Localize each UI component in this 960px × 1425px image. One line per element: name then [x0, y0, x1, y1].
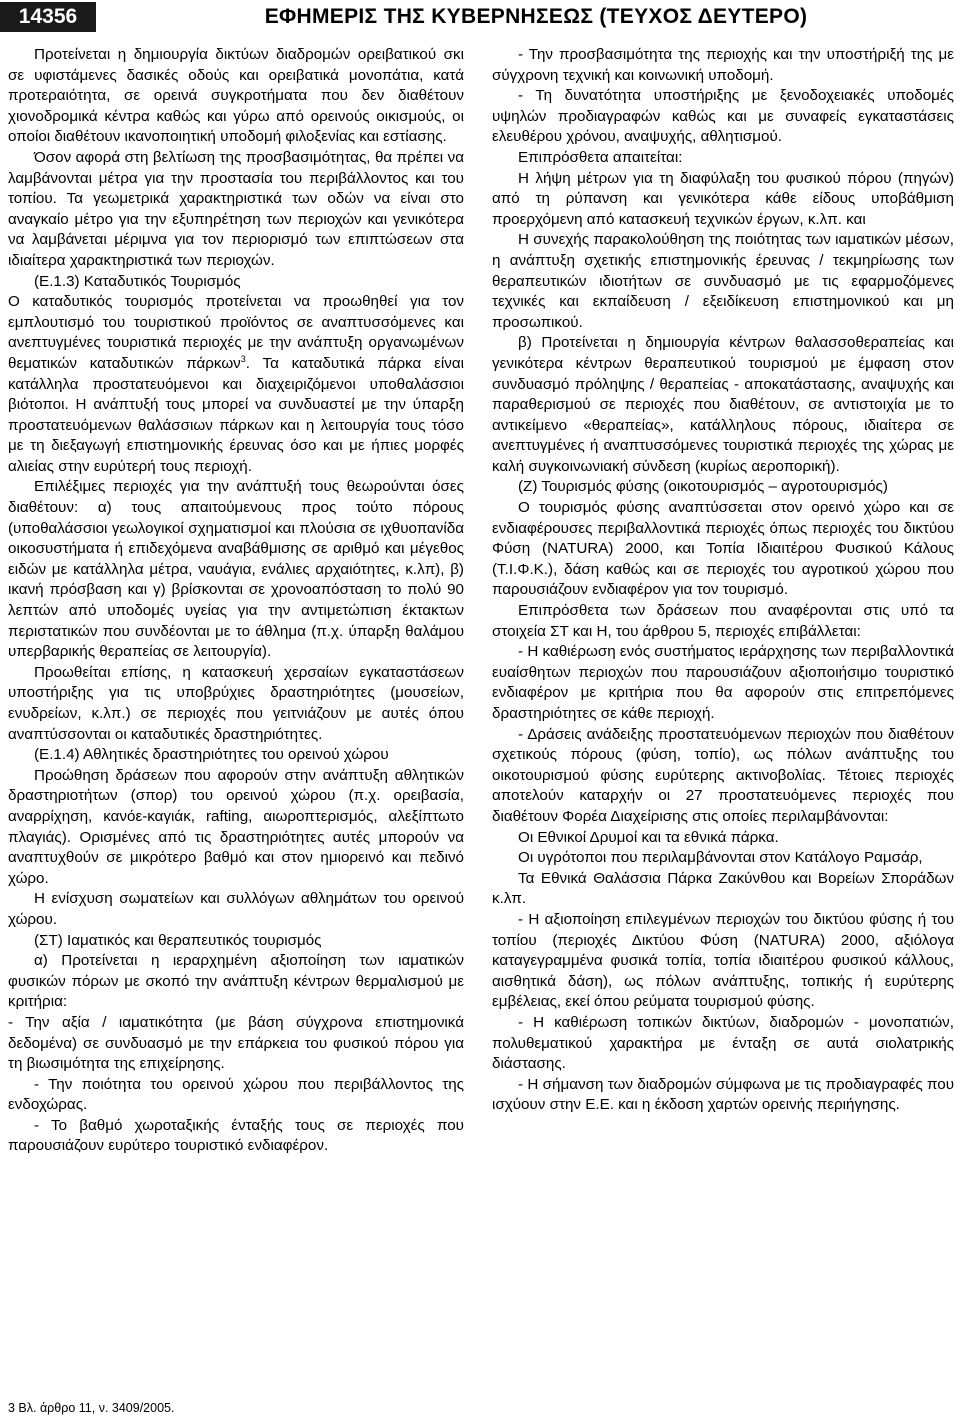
paragraph: β) Προτείνεται η δημιουργία κέντρων θαλασσοθεραπείας και γενικότερα κέντρων θεραπευτικού τουρισμού με έμφαση στον συνδυασμό πρόληψης / θεραπείας - αποκατάστασης, αναψυχής και παραθερισμού σε περιοχές που διαθέτουν, σε αντιστοιχία με το αντικείμενο «θεραπείας», κατάλληλους πόρους, ιδιαίτερα σε ανεπτυγμένες ή αναπτυσσόμενες τουριστικά περιοχές της χώρας με καλή συγκοινωνιακή σύνδεση (κυρίως αεροπορική).	[492, 334, 954, 475]
paragraph-text: Ο καταδυτικός τουρισμός προτείνεται να προωθηθεί για τον εμπλουτισμό του τουριστικού προϊόντος σε αναπτυσσόμενες και ανεπτυγμένες τουριστικά περιοχές με την ανάπτυξη οργανωμένων θεματικών καταδυτικών πάρκων	[8, 293, 464, 372]
footnote: 3 Βλ. άρθρο 11, ν. 3409/2005.	[8, 1401, 175, 1415]
section-heading: (Ε.1.4) Αθλητικές δραστηριότητες του ορεινού χώρου	[34, 746, 389, 764]
left-column	[8, 45, 464, 1157]
list-item: - Την ποιότητα του ορεινού χώρου που περιβάλλοντος της ενδοχώρας.	[8, 1075, 464, 1114]
list-item: - Η σήμανση των διαδρομών σύμφωνα με τις προδιαγραφές που ισχύουν στην Ε.Ε. και η έκδοση χαρτών ορεινής περιήγησης.	[492, 1075, 954, 1114]
section-heading: (Ε.1.3) Καταδυτικός Τουρισμός	[34, 272, 241, 290]
paragraph: Όσον αφορά στη βελτίωση της προσβασιμότητας, θα πρέπει να λαμβάνονται μέτρα για την προστασία του περιβάλλοντος και του τοπίου. Τα γεωμετρικά χαρακτηριστικά των οδών να είναι στο αναγκαίο μέτρο για την εξυπηρέτηση των περιοχών και γενικότερα να λαμβάνεται μέριμνα για τον περιορισμό των επιπτώσεων στα ιδιαίτερα χαρακτηριστικά των περιοχών.	[8, 148, 464, 269]
list-item: - Η καθιέρωση ενός συστήματος ιεράρχησης των περιβαλλοντικά ευαίσθητων περιοχών που παρουσιάζουν αξιοποιήσιμο τουριστικό ενδιαφέρον με κριτήρια που θα αφορούν στις επιτρεπόμενες δραστηριότητες σε κάθε περιοχή.	[492, 643, 954, 722]
list-item: Οι Εθνικοί Δρυμοί και τα εθνικά πάρκα.	[518, 828, 779, 846]
list-item: - Το βαθμό χωροταξικής ένταξής τους σε περιοχές που παρουσιάζουν ευρύτερο τουριστικό ενδιαφέρον.	[8, 1116, 464, 1155]
paragraph-text: . Τα καταδυτικά πάρκα είναι κατάλληλα προστατευόμενοι και διαχειριζόμενοι υποθαλάσσιοι βιότοποι. Η ανάπτυξή τους μπορεί να συνδυαστεί με την ύπαρξη προστατευόμενων θαλάσσιων πάρκων και η λειτουργία τους τόσο με τη διεξαγωγή επιστημονικής έρευνας όσο και με ήπιες μορφές αλιείας στην ευρύτερή τους περιοχή.	[8, 354, 464, 475]
gazette-title: ΕΦΗΜΕΡΙΣ ΤΗΣ ΚΥΒΕΡΝΗΣΕΩΣ (ΤΕΥΧΟΣ ΔΕΥΤΕΡΟ)	[264, 5, 808, 28]
list-item: - Την αξία / ιαματικότητα (με βάση σύγχρονα επιστημονικά δεδομένα) σε συνδυασμό με την επάρκεια του φυσικού πόρου για τη βιωσιμότητα της επιχείρησης.	[8, 1013, 464, 1073]
paragraph: Επιπρόσθετα απαιτείται:	[518, 148, 683, 166]
list-item: - Η αξιοποίηση επιλεγμένων περιοχών του δικτύου φύσης ή του τοπίου (περιοχές Δικτύου Φύση (NATURA) 2000, αξιόλογα καταγεγραμμένα φυσικά τοπία, τοπία ιδιαιτέρου φυσικού κάλλους, αισθητικά δάση), ως πόλων ανάπτυξης, τοπικής ή ευρύτερης εμβέλειας, εκεί όπου ρεύματα τουρισμού φύσης.	[492, 910, 954, 1011]
paragraph: Επιλέξιμες περιοχές για την ανάπτυξή τους θεωρούνται όσες διαθέτουν: α) τους απαιτούμενους προς τούτο πόρους (υποθαλάσσιοι γεωλογικοί σχηματισμοί και πλούσια σε ιχθυοπανίδα οικοσυστήματα ή επιδεχόμενα αναβάθμισης σε αριθμό και μέγεθος ειδών με κατάλληλα μέτρα, ναυάγια, ενάλιες αρχαιότητες, κ.λπ), β) ικανή πρόσβαση και γ) βρίσκονται σε χρονοαπόσταση το πολύ 90 λεπτών από υποδομές υγείας για την αντιμετώπιση έκτακτων περιστατικών που συνδέονται με το άθλημα (π.χ. ύπαρξη θαλάμου υπερβαρικής θεραπείας σε λειτουργία).	[8, 478, 464, 661]
list-item: - Την προσβασιμότητα της περιοχής και την υποστήριξή της με σύγχρονη τεχνική και κοινωνική υποδομή.	[492, 46, 954, 84]
section-heading: (ΣΤ) Ιαματικός και θεραπευτικός τουρισμός	[34, 931, 322, 949]
list-item: - Τη δυνατότητα υποστήριξης με ξενοδοχειακές υποδομές υψηλών προδιαγραφών καθώς και με συναφείς εγκαταστάσεις ελευθέρου χρόνου, αναψυχής, αθλητισμού.	[492, 87, 954, 146]
paragraph: Η συνεχής παρακολούθηση της ποιότητας των ιαματικών μέσων, η ανάπτυξη σχετικής επιστημονικής έρευνας / τεκμηρίωσης των θεραπευτικών ιδιοτήτων σε συνδυασμό με τις εφαρμοζόμενες τεχνικές και εκπαίδευση / εξειδίκευση επιστημονικού και μη προσωπικού.	[492, 231, 954, 331]
right-column	[492, 45, 954, 1116]
paragraph: α) Προτείνεται η ιεραρχημένη αξιοποίηση των ιαματικών φυσικών πόρων με σκοπό την ανάπτυξη κέντρων θερμαλισμού με κριτήρια:	[8, 952, 464, 1011]
section-heading: (Ζ) Τουρισμός φύσης (οικοτουρισμός – αγροτουρισμός)	[518, 478, 888, 496]
paragraph: Επιπρόσθετα των δράσεων που αναφέρονται στις υπό τα στοιχεία ΣΤ και Η, του άρθρου 5, περιοχές επιβάλλεται:	[492, 602, 954, 640]
list-item: Οι υγρότοποι που περιλαμβάνονται στον Κατάλογο Ραμσάρ,	[518, 849, 923, 867]
page-header	[0, 0, 960, 34]
footnote-ref: 3	[240, 353, 246, 364]
list-item: - Η καθιέρωση τοπικών δικτύων, διαδρομών - μονοπατιών, πολυθεματικού χαρακτήρα με ένταξη σε αυτά σιολατρικής διάστασης.	[492, 1013, 954, 1073]
paragraph	[8, 292, 464, 477]
page-number: 14356	[0, 2, 96, 32]
paragraph: Προωθείται επίσης, η κατασκευή χερσαίων εγκαταστάσεων υποστήριξης για τις υποβρύχιες δραστηριότητες (μουσείων, ενυδρείων, κ.λπ.) σε περιοχές που γειτνιάζουν με αυτές όπου αναπτύσσονται οι καταδυτικές δραστηριότητες.	[8, 663, 464, 743]
paragraph: Ο τουρισμός φύσης αναπτύσσεται στον ορεινό χώρο και σε ενδιαφέρουσες περιβαλλοντικά περιοχές όπως περιοχές του δικτύου Φύση (NATURA) 2000, και Τοπία Ιδιαιτέρου Φυσικού Κάλους (Τ.Ι.Φ.Κ.), δάση καθώς και σε περιοχές του αγροτικού χώρου που παρουσιάζουν ενδιαφέρον για τον τουρισμό.	[492, 499, 954, 599]
list-item: - Δράσεις ανάδειξης προστατευόμενων περιοχών που διαθέτουν σχετικούς πόρους (φύση, τοπίο), ως πόλων ανάπτυξης του οικοτουρισμού φύσης ευρύτερης ακτινοβολίας. Τέτοιες περιοχές αποτελούν καταρχήν οι 27 προστατευόμενες περιοχές που διαθέτουν Φορέα Διαχείρισης στις οποίες περιλαμβάνονται:	[492, 725, 954, 825]
paragraph: Προώθηση δράσεων που αφορούν στην ανάπτυξη αθλητικών δραστηριοτήτων (σπορ) του ορεινού χώρου (π.χ. ορειβασία, αναρρίχηση, κανόε-καγιάκ, rafting, αιωροπτερισμός, αλεξίπτωτο πλαγιάς). Ορισμένες από τις δραστηριότητες αυτές μπορούν να αναπτυχθούν σε μικρότερο βαθμό και στον ημιορεινό και πεδινό χώρο.	[8, 766, 464, 887]
paragraph: Η ενίσχυση σωματείων και συλλόγων αθλημάτων του ορεινού χώρου.	[8, 890, 464, 928]
paragraph: Προτείνεται η δημιουργία δικτύων διαδρομών ορειβατικού σκι σε υφιστάμενες δασικές οδούς και ορειβατικά μονοπάτια, κατά προτεραιότητα, σε ορεινά συγκροτήματα που δεν διαθέτουν χιονοδρομικά κέντρα καθώς και γύρω από ορεινούς οικισμούς, οι οποίοι διαθέτουν ικανοποιητική υποδομή φιλοξενίας και εστίασης.	[8, 46, 464, 146]
paragraph: Η λήψη μέτρων για τη διαφύλαξη του φυσικού πόρου (πηγών) από τη ρύπανση και γενικότερα κάθε είδους υποβάθμιση προερχόμενη από κατασκευή τεχνικών έργων, κ.λπ. και	[492, 169, 954, 228]
list-item: Τα Εθνικά Θαλάσσια Πάρκα Ζακύνθου και Βορείων Σποράδων κ.λπ.	[492, 869, 954, 908]
